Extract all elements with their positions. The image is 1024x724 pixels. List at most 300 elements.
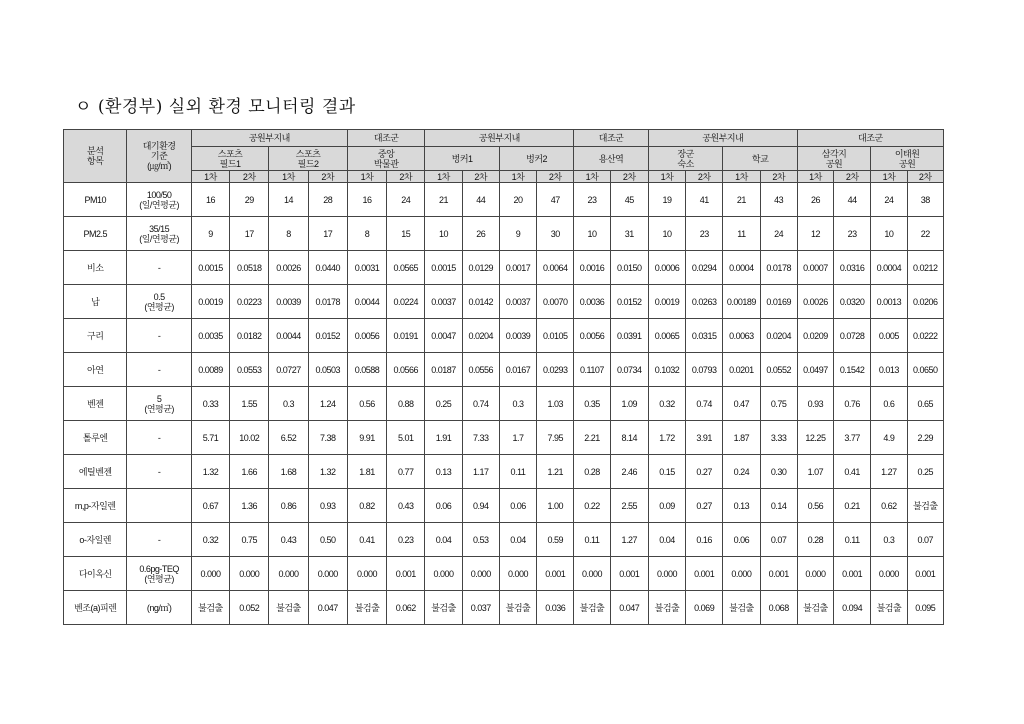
data-cell: 10	[871, 217, 907, 251]
data-cell: 43	[760, 183, 797, 217]
data-cell: 0.0223	[230, 285, 269, 319]
data-cell: 29	[230, 183, 269, 217]
data-cell: 0.27	[686, 455, 723, 489]
data-cell: 0.86	[269, 489, 308, 523]
data-cell: 3.91	[686, 421, 723, 455]
data-cell: 0.22	[574, 489, 610, 523]
data-cell: 30	[537, 217, 574, 251]
data-cell: 0.11	[499, 455, 536, 489]
data-cell: 0.0440	[308, 251, 347, 285]
header-site: 벙커2	[499, 147, 574, 171]
data-cell: 0.0178	[308, 285, 347, 319]
data-cell: 0.0391	[610, 319, 648, 353]
data-cell: 0.001	[387, 557, 425, 591]
header-round-2: 2차	[760, 171, 797, 183]
row-item-label: 에틸벤젠	[64, 455, 127, 489]
row-standard	[127, 489, 191, 523]
data-cell: 0.25	[425, 387, 462, 421]
data-cell: 불검출	[574, 591, 610, 625]
header-round-2: 2차	[230, 171, 269, 183]
data-cell: 0.0315	[686, 319, 723, 353]
data-cell: 0.16	[686, 523, 723, 557]
data-cell: 28	[308, 183, 347, 217]
data-cell: 0.88	[387, 387, 425, 421]
table-row	[64, 353, 944, 387]
data-cell: 24	[387, 183, 425, 217]
data-cell: 3.33	[760, 421, 797, 455]
header-site: 중앙 박물관	[347, 147, 425, 171]
data-cell: 0.0566	[387, 353, 425, 387]
data-cell: 0.23	[387, 523, 425, 557]
data-cell: 0.11	[834, 523, 871, 557]
page-title: ㅇ (환경부) 실외 환경 모니터링 결과	[75, 97, 356, 117]
data-cell: 31	[610, 217, 648, 251]
data-cell: 7.38	[308, 421, 347, 455]
header-site: 벙커1	[425, 147, 499, 171]
row-item-label: 벤조(a)피렌	[64, 591, 127, 625]
data-cell: 0.53	[462, 523, 499, 557]
header-round-2: 2차	[834, 171, 871, 183]
data-cell: 19	[648, 183, 685, 217]
table-body	[64, 130, 944, 625]
data-cell: 0.000	[462, 557, 499, 591]
data-cell: 12	[797, 217, 833, 251]
data-cell: 0.0201	[723, 353, 760, 387]
data-cell: 0.94	[462, 489, 499, 523]
data-cell: 1.00	[537, 489, 574, 523]
data-cell: 1.24	[308, 387, 347, 421]
table-row	[64, 421, 944, 455]
data-cell: 0.0565	[387, 251, 425, 285]
data-cell: 0.74	[686, 387, 723, 421]
data-cell: 0.0556	[462, 353, 499, 387]
data-cell: 44	[834, 183, 871, 217]
data-cell: 0.0518	[230, 251, 269, 285]
data-cell: 0.047	[308, 591, 347, 625]
data-cell: 0.000	[797, 557, 833, 591]
table-row	[64, 251, 944, 285]
data-cell: 0.0224	[387, 285, 425, 319]
data-cell: 17	[308, 217, 347, 251]
data-cell: 0.43	[269, 523, 308, 557]
data-cell: 38	[907, 183, 943, 217]
data-cell: 1.32	[308, 455, 347, 489]
data-cell: 0.1032	[648, 353, 685, 387]
data-cell: 10.02	[230, 421, 269, 455]
data-cell: 0.0006	[648, 251, 685, 285]
header-round-1: 1차	[425, 171, 462, 183]
data-cell: 0.0129	[462, 251, 499, 285]
header-site: 이태원 공원	[871, 147, 944, 171]
data-cell: 0.000	[499, 557, 536, 591]
header-standard: 대기환경 기준 (㎍/㎥)	[127, 130, 191, 183]
data-cell: 0.04	[648, 523, 685, 557]
table-row	[64, 183, 944, 217]
data-cell: 0.062	[387, 591, 425, 625]
data-cell: 0.0553	[230, 353, 269, 387]
data-cell: 0.0263	[686, 285, 723, 319]
data-cell: 1.36	[230, 489, 269, 523]
data-cell: 0.0150	[610, 251, 648, 285]
header-round-1: 1차	[797, 171, 833, 183]
data-cell: 9	[191, 217, 229, 251]
data-cell: 0.000	[308, 557, 347, 591]
table-row	[64, 319, 944, 353]
data-cell: 0.35	[574, 387, 610, 421]
data-cell: 0.11	[574, 523, 610, 557]
data-cell: 6.52	[269, 421, 308, 455]
row-item-label: 비소	[64, 251, 127, 285]
row-standard: 35/15 (일/연평균)	[127, 217, 191, 251]
data-cell: 0.32	[648, 387, 685, 421]
data-cell: 11	[723, 217, 760, 251]
row-item-label: 아연	[64, 353, 127, 387]
data-cell: 8	[347, 217, 386, 251]
data-cell: 0.76	[834, 387, 871, 421]
monitoring-results-table	[63, 129, 944, 625]
data-cell: 8.14	[610, 421, 648, 455]
header-round-1: 1차	[347, 171, 386, 183]
table-row	[64, 455, 944, 489]
data-cell: 0.013	[871, 353, 907, 387]
data-cell: 불검출	[723, 591, 760, 625]
data-cell: 44	[462, 183, 499, 217]
header-site: 용산역	[574, 147, 648, 171]
data-cell: 17	[230, 217, 269, 251]
data-cell: 10	[425, 217, 462, 251]
header-group: 대조군	[347, 130, 425, 147]
data-cell: 26	[797, 183, 833, 217]
data-cell: 0.0039	[499, 319, 536, 353]
data-cell: 0.0182	[230, 319, 269, 353]
data-cell: 23	[834, 217, 871, 251]
data-cell: 4.9	[871, 421, 907, 455]
table-row	[64, 489, 944, 523]
data-cell: 3.77	[834, 421, 871, 455]
data-cell: 0.000	[269, 557, 308, 591]
data-cell: 0.0152	[308, 319, 347, 353]
data-cell: 2.21	[574, 421, 610, 455]
table-row	[64, 557, 944, 591]
data-cell: 0.0035	[191, 319, 229, 353]
table-row	[64, 523, 944, 557]
data-cell: 0.001	[610, 557, 648, 591]
data-cell: 0.0167	[499, 353, 536, 387]
row-standard: -	[127, 353, 191, 387]
data-cell: 0.001	[537, 557, 574, 591]
data-cell: 불검출	[499, 591, 536, 625]
data-cell: 0.000	[871, 557, 907, 591]
data-cell: 0.04	[425, 523, 462, 557]
data-cell: 7.33	[462, 421, 499, 455]
data-cell: 0.0316	[834, 251, 871, 285]
data-cell: 0.068	[760, 591, 797, 625]
row-standard: -	[127, 523, 191, 557]
data-cell: 0.13	[723, 489, 760, 523]
data-cell: 0.095	[907, 591, 943, 625]
data-cell: 0.0793	[686, 353, 723, 387]
row-standard: 100/50 (일/연평균)	[127, 183, 191, 217]
row-item-label: 다이옥신	[64, 557, 127, 591]
data-cell: 1.72	[648, 421, 685, 455]
data-cell: 2.55	[610, 489, 648, 523]
data-cell: 1.91	[425, 421, 462, 455]
data-cell: 24	[871, 183, 907, 217]
data-cell: 0.04	[499, 523, 536, 557]
data-cell: 0.74	[462, 387, 499, 421]
data-cell: 0.001	[834, 557, 871, 591]
data-cell: 23	[574, 183, 610, 217]
data-cell: 0.41	[347, 523, 386, 557]
data-cell: 0.000	[574, 557, 610, 591]
data-cell: 1.32	[191, 455, 229, 489]
data-cell: 0.000	[723, 557, 760, 591]
data-cell: 불검출	[871, 591, 907, 625]
data-cell: 0.59	[537, 523, 574, 557]
data-cell: 0.000	[191, 557, 229, 591]
data-cell: 0.24	[723, 455, 760, 489]
data-cell: 0.32	[191, 523, 229, 557]
data-cell: 0.0015	[425, 251, 462, 285]
row-item-label: o-자일렌	[64, 523, 127, 557]
header-site: 스포츠 필드2	[269, 147, 348, 171]
header-site: 스포츠 필드1	[191, 147, 269, 171]
data-cell: 0.0036	[574, 285, 610, 319]
data-cell: 0.000	[648, 557, 685, 591]
header-round-2: 2차	[308, 171, 347, 183]
data-cell: 15	[387, 217, 425, 251]
data-cell: 0.77	[387, 455, 425, 489]
header-round-2: 2차	[462, 171, 499, 183]
data-cell: 0.0503	[308, 353, 347, 387]
header-group: 공원부지내	[648, 130, 797, 147]
data-cell: 0.0294	[686, 251, 723, 285]
data-cell: 12.25	[797, 421, 833, 455]
data-cell: 0.3	[269, 387, 308, 421]
data-cell: 0.0056	[347, 319, 386, 353]
data-cell: 0.06	[425, 489, 462, 523]
data-cell: 0.43	[387, 489, 425, 523]
data-cell: 1.09	[610, 387, 648, 421]
data-cell: 0.036	[537, 591, 574, 625]
data-cell: 0.3	[499, 387, 536, 421]
data-cell: 1.55	[230, 387, 269, 421]
data-cell: 0.27	[686, 489, 723, 523]
data-cell: 0.0017	[499, 251, 536, 285]
data-cell: 0.0728	[834, 319, 871, 353]
data-cell: 0.0031	[347, 251, 386, 285]
data-cell: 0.0007	[797, 251, 833, 285]
header-round-1: 1차	[499, 171, 536, 183]
data-cell: 7.95	[537, 421, 574, 455]
data-cell: 0.41	[834, 455, 871, 489]
data-cell: 0.67	[191, 489, 229, 523]
data-cell: 0.28	[574, 455, 610, 489]
data-cell: 0.0497	[797, 353, 833, 387]
data-cell: 0.0320	[834, 285, 871, 319]
data-cell: 불검출	[907, 489, 943, 523]
data-cell: 0.0047	[425, 319, 462, 353]
data-cell: 불검출	[347, 591, 386, 625]
data-cell: 불검출	[425, 591, 462, 625]
data-cell: 0.0204	[462, 319, 499, 353]
data-cell: 14	[269, 183, 308, 217]
data-cell: 23	[686, 217, 723, 251]
data-cell: 0.094	[834, 591, 871, 625]
data-cell: 10	[648, 217, 685, 251]
header-site: 삼각지 공원	[797, 147, 870, 171]
row-item-label: PM2.5	[64, 217, 127, 251]
data-cell: 0.0015	[191, 251, 229, 285]
table-row	[64, 387, 944, 421]
data-cell: 0.62	[871, 489, 907, 523]
data-cell: 0.0169	[760, 285, 797, 319]
data-cell: 0.14	[760, 489, 797, 523]
row-item-label: 구리	[64, 319, 127, 353]
data-cell: 5.01	[387, 421, 425, 455]
data-cell: 0.06	[499, 489, 536, 523]
header-round-1: 1차	[269, 171, 308, 183]
data-cell: 0.07	[760, 523, 797, 557]
data-cell: 0.1107	[574, 353, 610, 387]
header-row-groups	[64, 130, 944, 147]
data-cell: 0.28	[797, 523, 833, 557]
data-cell: 8	[269, 217, 308, 251]
header-site: 학교	[723, 147, 798, 171]
data-cell: 0.75	[230, 523, 269, 557]
header-round-2: 2차	[387, 171, 425, 183]
header-group: 대조군	[797, 130, 943, 147]
data-cell: 0.0727	[269, 353, 308, 387]
data-cell: 0.56	[347, 387, 386, 421]
data-cell: 0.56	[797, 489, 833, 523]
row-item-label: PM10	[64, 183, 127, 217]
row-item-label: 톨루엔	[64, 421, 127, 455]
data-cell: 1.66	[230, 455, 269, 489]
data-cell: 0.0187	[425, 353, 462, 387]
data-cell: 0.07	[907, 523, 943, 557]
data-cell: 1.68	[269, 455, 308, 489]
data-cell: 41	[686, 183, 723, 217]
data-cell: 0.001	[760, 557, 797, 591]
data-cell: 0.75	[760, 387, 797, 421]
data-cell: 0.000	[347, 557, 386, 591]
data-cell: 47	[537, 183, 574, 217]
data-cell: 0.0105	[537, 319, 574, 353]
row-standard: -	[127, 319, 191, 353]
data-cell: 0.65	[907, 387, 943, 421]
header-row-sites	[64, 147, 944, 171]
data-cell: 45	[610, 183, 648, 217]
data-cell: 0.0016	[574, 251, 610, 285]
header-round-2: 2차	[537, 171, 574, 183]
data-cell: 0.09	[648, 489, 685, 523]
data-cell: 1.21	[537, 455, 574, 489]
data-cell: 0.000	[425, 557, 462, 591]
data-cell: 0.0044	[347, 285, 386, 319]
data-cell: 0.1542	[834, 353, 871, 387]
header-group: 대조군	[574, 130, 648, 147]
data-cell: 2.46	[610, 455, 648, 489]
data-cell: 10	[574, 217, 610, 251]
data-cell: 0.0037	[425, 285, 462, 319]
data-cell: 0.0152	[610, 285, 648, 319]
row-standard: -	[127, 455, 191, 489]
header-group: 공원부지내	[425, 130, 574, 147]
data-cell: 0.0209	[797, 319, 833, 353]
data-cell: 0.0026	[797, 285, 833, 319]
row-standard: 0.6pg-TEQ (연평균)	[127, 557, 191, 591]
data-cell: 0.0212	[907, 251, 943, 285]
data-cell: 0.06	[723, 523, 760, 557]
data-cell: 0.001	[907, 557, 943, 591]
data-cell: 0.47	[723, 387, 760, 421]
header-item: 분석 항목	[64, 130, 127, 183]
header-round-1: 1차	[574, 171, 610, 183]
data-cell: 0.0734	[610, 353, 648, 387]
data-cell: 0.93	[797, 387, 833, 421]
row-item-label: 납	[64, 285, 127, 319]
data-cell: 0.0044	[269, 319, 308, 353]
data-cell: 1.7	[499, 421, 536, 455]
header-group: 공원부지내	[191, 130, 347, 147]
data-cell: 21	[425, 183, 462, 217]
data-cell: 불검출	[191, 591, 229, 625]
row-standard: (ng/㎥)	[127, 591, 191, 625]
data-cell: 0.82	[347, 489, 386, 523]
data-cell: 0.001	[686, 557, 723, 591]
data-cell: 0.0222	[907, 319, 943, 353]
header-site: 장군 숙소	[648, 147, 722, 171]
data-cell: 0.0063	[723, 319, 760, 353]
data-cell: 5.71	[191, 421, 229, 455]
header-row-rounds	[64, 171, 944, 183]
data-cell: 22	[907, 217, 943, 251]
data-cell: 0.0065	[648, 319, 685, 353]
data-cell: 0.21	[834, 489, 871, 523]
data-cell: 0.0039	[269, 285, 308, 319]
data-cell: 0.047	[610, 591, 648, 625]
data-cell: 0.0142	[462, 285, 499, 319]
data-cell: 2.29	[907, 421, 943, 455]
row-standard: 5 (연평균)	[127, 387, 191, 421]
data-cell: 26	[462, 217, 499, 251]
data-cell: 0.0206	[907, 285, 943, 319]
data-cell: 0.0019	[648, 285, 685, 319]
data-cell: 0.6	[871, 387, 907, 421]
data-cell: 9.91	[347, 421, 386, 455]
row-standard: -	[127, 251, 191, 285]
data-cell: 0.000	[230, 557, 269, 591]
data-cell: 1.17	[462, 455, 499, 489]
header-round-2: 2차	[907, 171, 943, 183]
data-cell: 24	[760, 217, 797, 251]
row-standard: -	[127, 421, 191, 455]
data-cell: 16	[347, 183, 386, 217]
data-cell: 불검출	[269, 591, 308, 625]
header-round-1: 1차	[871, 171, 907, 183]
data-cell: 0.069	[686, 591, 723, 625]
data-cell: 0.0019	[191, 285, 229, 319]
data-cell: 0.00189	[723, 285, 760, 319]
data-cell: 20	[499, 183, 536, 217]
data-cell: 0.0013	[871, 285, 907, 319]
data-cell: 0.0588	[347, 353, 386, 387]
data-cell: 0.0056	[574, 319, 610, 353]
data-cell: 불검출	[648, 591, 685, 625]
data-cell: 0.0070	[537, 285, 574, 319]
data-cell: 0.0552	[760, 353, 797, 387]
